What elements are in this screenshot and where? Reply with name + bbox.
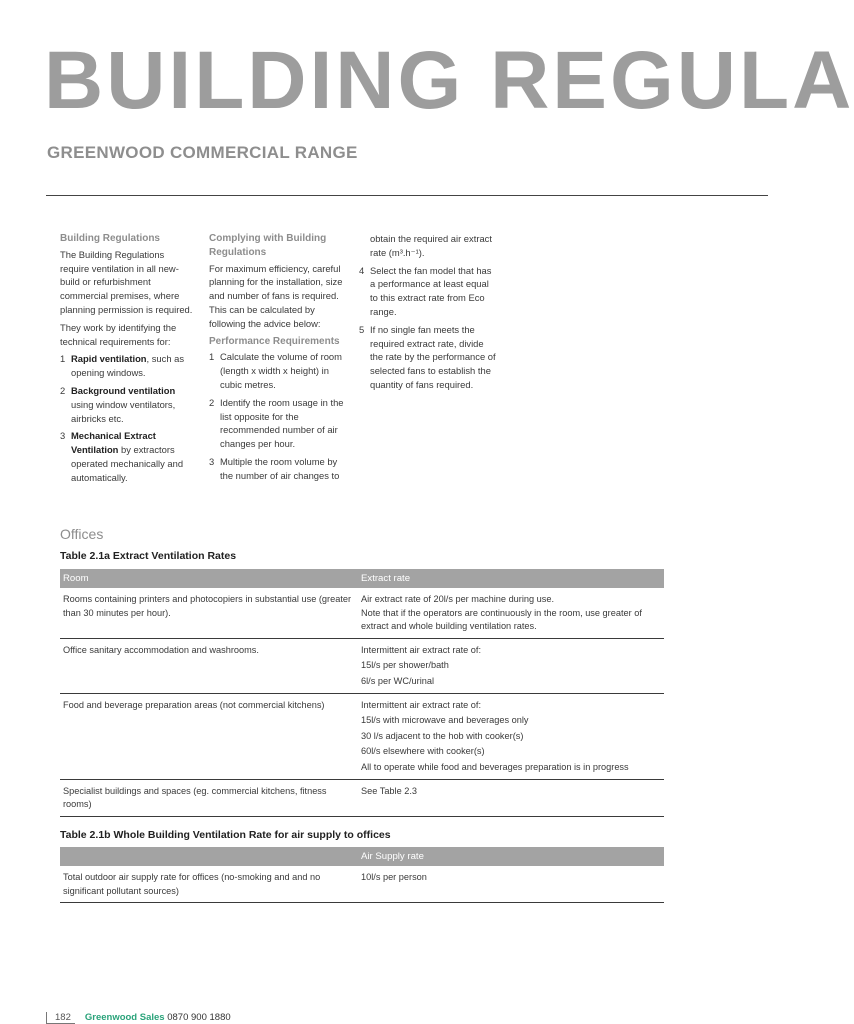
column-header-air-supply-rate: Air Supply rate: [358, 847, 664, 866]
table-row: Rooms containing printers and photocopiers in substantial use (greater than 30 minutes per hour). Air extract rate of 20l/s per machine during use. Note that if the operators are continuously in the room, use greater of extract and whole building ventilation rates.: [60, 588, 664, 638]
table-row: Total outdoor air supply rate for offices (no-smoking and and no significant pollutant sources) 10l/s per person: [60, 866, 664, 903]
column-header-blank: [60, 847, 358, 866]
table-row: Food and beverage preparation areas (not commercial kitchens) Intermittent air extract rate of: 15l/s with microwave and beverages only 30 l/s adjacent to the hob with cooker(s) 60l/s elsewhere with cooker(s) All to operate while food and beverages preparation is in progress: [60, 693, 664, 779]
list-item: 1 Rapid ventilation, such as opening windows.: [60, 353, 185, 379]
list-item: 4 Select the fan model that has a performance at least equal to this extract rate from Eco range.: [359, 264, 492, 317]
requirements-paragraph: They work by identifying the technical requirements for:: [60, 321, 177, 347]
phone-number: 0870 900 1880: [167, 1012, 231, 1023]
efficiency-paragraph: For maximum efficiency, careful planning for the installation, size and number of fans is required. This can be calculated by following the advice below:: [209, 262, 343, 329]
list-item: 2 Identify the room usage in the list opposite for the recommended number of air changes per hour.: [209, 396, 344, 450]
intro-column-3: [359, 232, 499, 396]
intro-column-1: [60, 232, 195, 489]
header-divider: [46, 195, 768, 196]
intro-column-2: [209, 232, 349, 487]
column-header-extract-rate: Extract rate: [358, 569, 664, 588]
column-header-room: Room: [60, 569, 358, 588]
table-row: Specialist buildings and spaces (eg. commercial kitchens, fitness rooms) See Table 2.3: [60, 779, 664, 816]
building-regulations-heading: Building Regulations: [60, 233, 160, 244]
list-item: 2 Background ventilation using window ventilators, airbricks etc.: [60, 384, 176, 424]
performance-heading: Performance Requirements: [209, 335, 340, 347]
list-item-continued: obtain the required air extract rate (m³.h⁻¹).: [370, 233, 492, 258]
list-item: 5 If no single fan meets the required extract rate, divide the rate by the performance of selected fans to establish the quantity of fans required.: [359, 323, 496, 390]
table-row: Office sanitary accommodation and washrooms. Intermittent air extract rate of: 15l/s per shower/bath 6l/s per WC/urinal: [60, 638, 664, 693]
list-item: 3 Mechanical Extract Ventilation by extractors operated mechanically and automatically.: [60, 430, 184, 483]
page-subtitle: GREENWOOD COMMERCIAL RANGE: [47, 143, 358, 162]
table-2-1a-caption: Table 2.1a Extract Ventilation Rates: [60, 550, 237, 562]
list-item: 3 Multiple the room volume by the number of air changes to: [209, 455, 340, 481]
page-footer: [46, 1012, 231, 1024]
whole-building-ventilation-table: [60, 847, 664, 903]
extract-ventilation-table: [60, 569, 664, 817]
offices-heading: Offices: [60, 526, 104, 542]
brand-name: Greenwood Sales: [84, 1012, 165, 1023]
page-title: BUILDING REGULA: [44, 35, 854, 126]
table-2-1b-caption: Table 2.1b Whole Building Ventilation Rate for air supply to offices: [60, 829, 391, 841]
page-number: 182: [46, 1012, 75, 1024]
list-item: 1 Calculate the volume of room (length x width x height) in cubic metres.: [209, 351, 342, 390]
complying-heading: Complying with Building Regulations: [209, 233, 327, 258]
intro-paragraph: The Building Regulations require ventilation in all new-build or refurbishment commercial premises, where planning permission is required.: [60, 248, 193, 315]
